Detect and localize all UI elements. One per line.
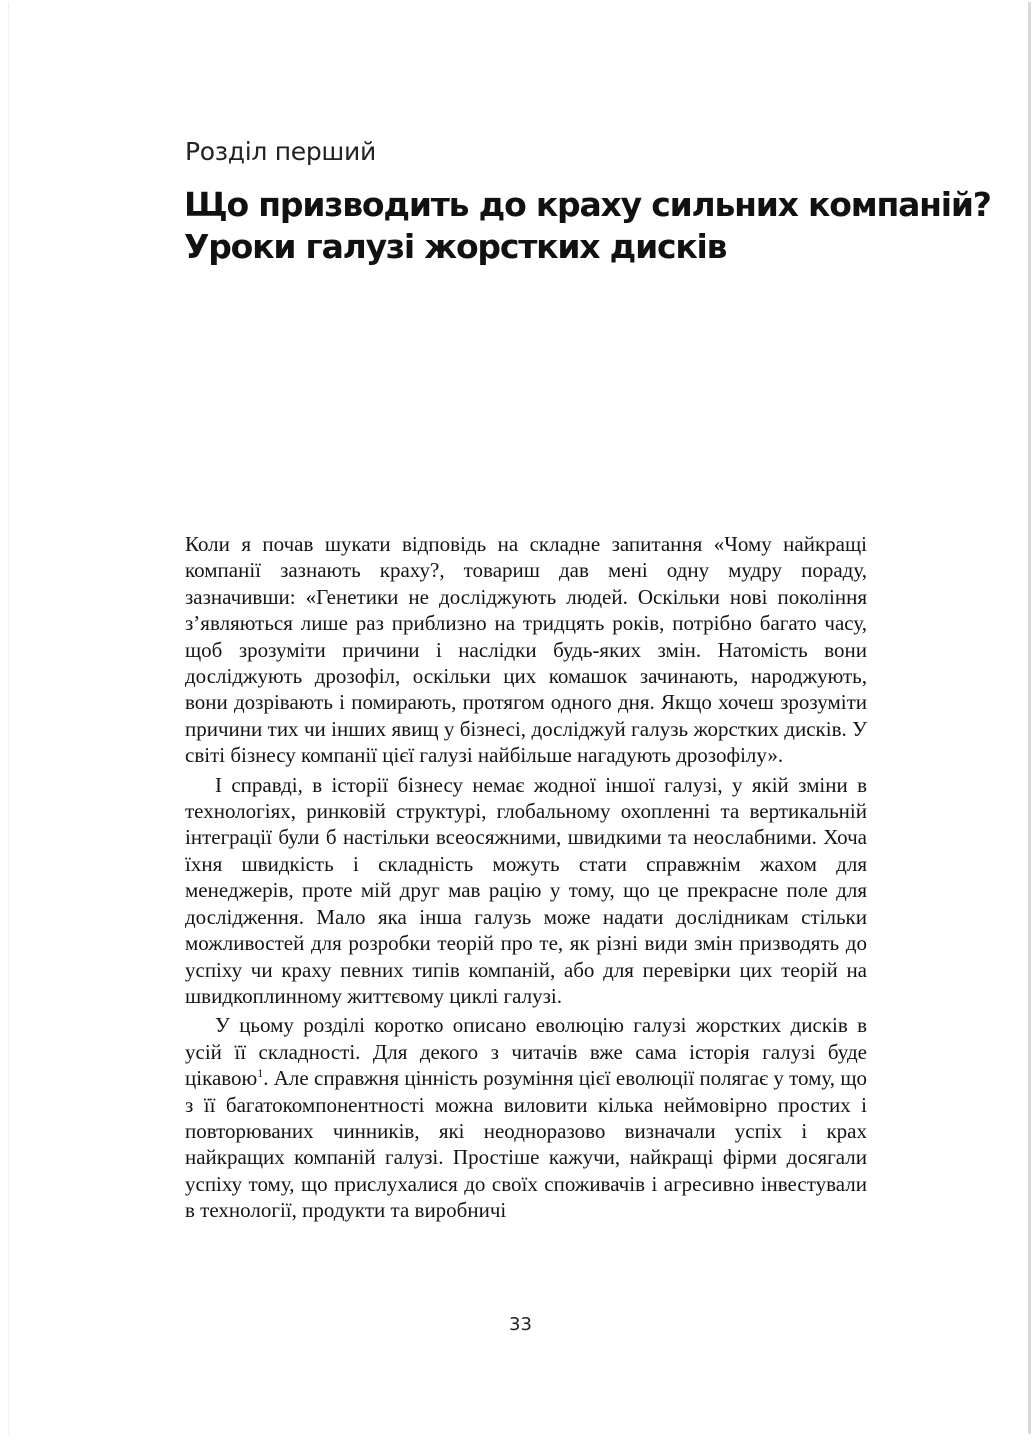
footnote-ref[interactable]: 1 [257,1066,264,1081]
chapter-title-line-2: Уроки галузі жорстких дисків [184,227,727,266]
paragraph-3-rest: . Але справжня цінність розуміння цієї еволюції полягає у тому, що з її багатокомпонентності можна виловити кілька неймовірно простих і повторюваних чинників, які неодноразово визначали успіх і крах найкращих компаній галузі. Простіше кажучи, найкращі фірми досягали успіху тому, що прислухалися до своїх споживачів і агресивно інвестували в технології, продукти та виробничі [185,1066,867,1223]
paragraph-3-start: У цьому розділі коротко описано еволюцію галузі жорстких дисків в усій її складності. Для декого з читачів вже сама історія галузі буде цікавою [185,1013,867,1091]
paragraph-1: Коли я почав шукати відповідь на складне запитання «Чому найкращі компанії зазнають краху?, товариш дав мені одну мудру пораду, зазначивши: «Генетики не досліджують людей. Оскільки нові покоління з’являються лише раз приблизно на тридцять років, потрібно багато часу, щоб зрозуміти причини і наслідки будь-яких змін. Натомість вони досліджують дрозофіл, оскільки цих комашок зачинають, народжують, вони дозрівають і помирають, протягом одного дня. Якщо хочеш зрозуміти причини тих чи інших явищ у бізнесі, досліджуй галузь жорстких дисків. У світі бізнесу компанії цієї галузі найбільше нагадують дрозофілу». [185,532,867,768]
chapter-label: Розділ перший [185,137,376,166]
paragraph-2: І справді, в історії бізнесу немає жодної іншої галузі, у якій зміни в технологіях, ринковій структурі, глобальному охопленні та вертикальній інтеграції були б настільки всеосяжними, швидкими та неослабними. Хоча їхня швидкість і складність можуть стати справжнім жахом для менеджерів, проте мій друг мав рацію у тому, що це прекрасне поле для дослідження. Мало яка інша галузь може надати дослідникам стільки можливостей для розробки теорій про те, як різні види змін призводять до успіху чи краху певних типів компаній, або для перевірки цих теорій на швидкоплинному життєвому циклі галузі. [185,772,867,1008]
body-text [185,531,867,1227]
chapter-title [184,184,991,268]
page-number: 33 [509,1314,532,1335]
chapter-title-line-1: Що призводить до краху сильних компаній? [184,185,991,224]
book-page [8,2,1031,1434]
paragraph-3 [185,1012,867,1223]
